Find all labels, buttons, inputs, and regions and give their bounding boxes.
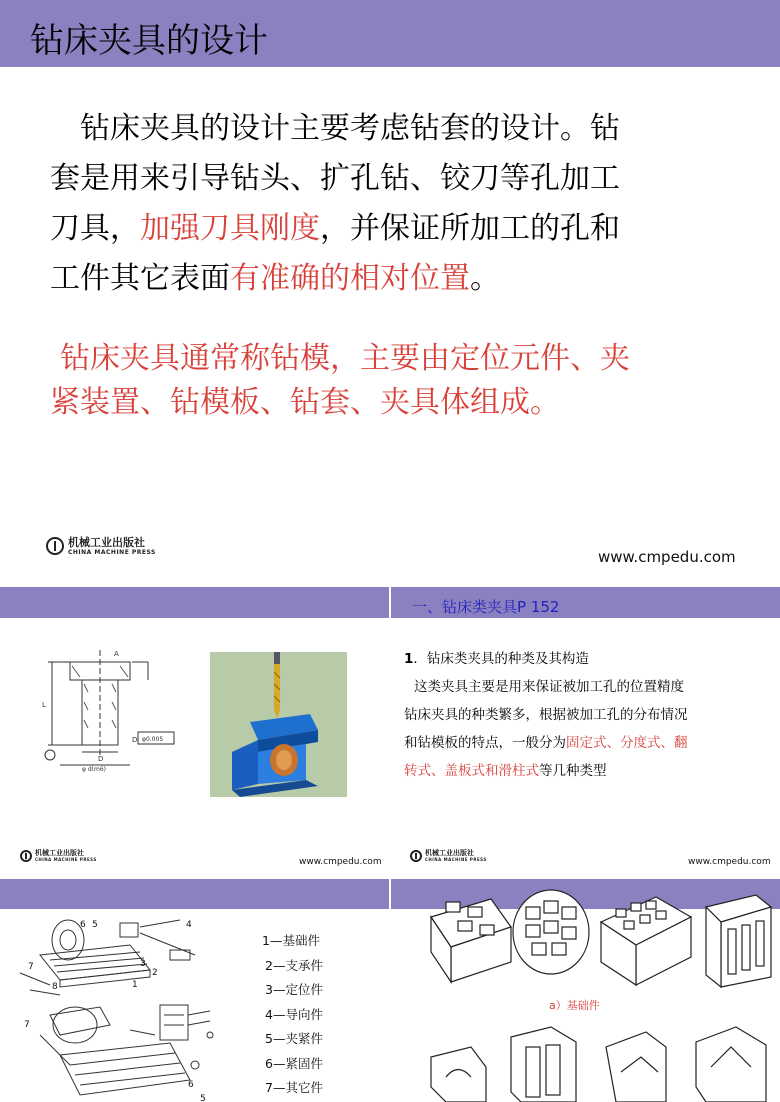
svg-text:6: 6 [80,920,86,930]
base-parts-drawing [426,887,776,992]
slide-2 [0,587,780,877]
support-parts-drawing [426,1017,776,1102]
slide-2-divider [389,587,391,877]
para1-line-2: 套是用来引导钻头、扩孔钻、铰刀等孔加工 [50,161,620,196]
para1-line-4: 工件其它表面有准确的相对位置。 [50,261,500,296]
svg-text:φ d(m6): φ d(m6) [82,766,107,773]
caption-base-parts: a）基础件 [549,999,600,1012]
svg-text:A: A [114,650,119,658]
svg-text:D: D [132,736,138,744]
slide-2-heading: 一、钻床类夹具P 152 [412,598,560,616]
publisher-url-right: www.cmpedu.com [688,857,771,867]
paragraph-1 [50,104,620,304]
paragraph-2 [50,337,630,425]
publisher-url: www.cmpedu.com [598,548,736,566]
para1-line-1: 钻床夹具的设计主要考虑钻套的设计。钻 [80,111,620,146]
drill-bushing-drawing [30,622,180,773]
svg-text:L: L [42,701,46,709]
svg-text:D: D [98,755,104,763]
gear-logo-icon [20,850,32,862]
gear-logo-icon [46,537,64,555]
gear-logo-icon [410,850,422,862]
text-line-4: 转式、盖板式和滑柱式等几种类型 [404,763,607,779]
fixture-exploded-drawing [20,915,230,1102]
svg-text:7: 7 [24,1020,30,1030]
publisher-logo: 机械工业出版社 CHINA MACHINE PRESS [46,537,156,556]
publisher-logo-right: 机械工业出版社 CHINA MACHINE PRESS [410,850,487,862]
legend-item: 3—定位件 [265,982,323,997]
para2-line-2: 紧装置、钻模板、钻套、夹具体组成。 [50,385,560,420]
legend-item: 4—导向件 [265,1006,323,1022]
drill-jig-3d-image [210,652,347,797]
legend-item: 6—紧固件 [265,1055,323,1071]
svg-text:3: 3 [140,959,146,969]
legend-item: 7—其它件 [265,1080,323,1095]
svg-text:4: 4 [186,920,192,930]
slide-3 [0,879,389,1102]
para2-line-1: 钻床夹具通常称钻模，主要由定位元件、夹 [60,341,630,376]
slide-2-text [404,645,688,785]
slide-1-title: 钻床夹具的设计 [30,21,268,61]
legend-item: 5—夹紧件 [265,1031,323,1046]
text-line-1: 这类夹具主要是用来保证被加工孔的位置精度 [414,679,684,695]
svg-text:8: 8 [52,982,58,992]
svg-text:7: 7 [28,962,34,972]
svg-text:2: 2 [152,968,158,978]
para1-line-3: 刀具，加强刀具刚度，并保证所加工的孔和 [50,211,620,246]
svg-text:5: 5 [200,1094,206,1102]
component-legend [262,929,323,1101]
slide-4 [391,879,780,1102]
svg-text:6: 6 [188,1080,194,1090]
slide-3-bar [0,879,389,909]
publisher-url-left: www.cmpedu.com [299,857,382,867]
svg-text:5: 5 [92,920,98,930]
legend-item: 2—支承件 [265,957,323,973]
text-line-2: 钻床夹具的种类繁多，根据被加工孔的分布情况 [404,707,688,723]
svg-text:1: 1 [132,980,138,990]
svg-text:φ0.005: φ0.005 [142,736,164,743]
item-title: 1．钻床类夹具的种类及其构造 [404,651,589,667]
text-line-3: 和钻模板的特点，一般分为固定式、分度式、翻 [404,735,688,751]
legend-item: 1—基础件 [262,933,320,948]
publisher-logo-left: 机械工业出版社 CHINA MACHINE PRESS [20,850,97,862]
